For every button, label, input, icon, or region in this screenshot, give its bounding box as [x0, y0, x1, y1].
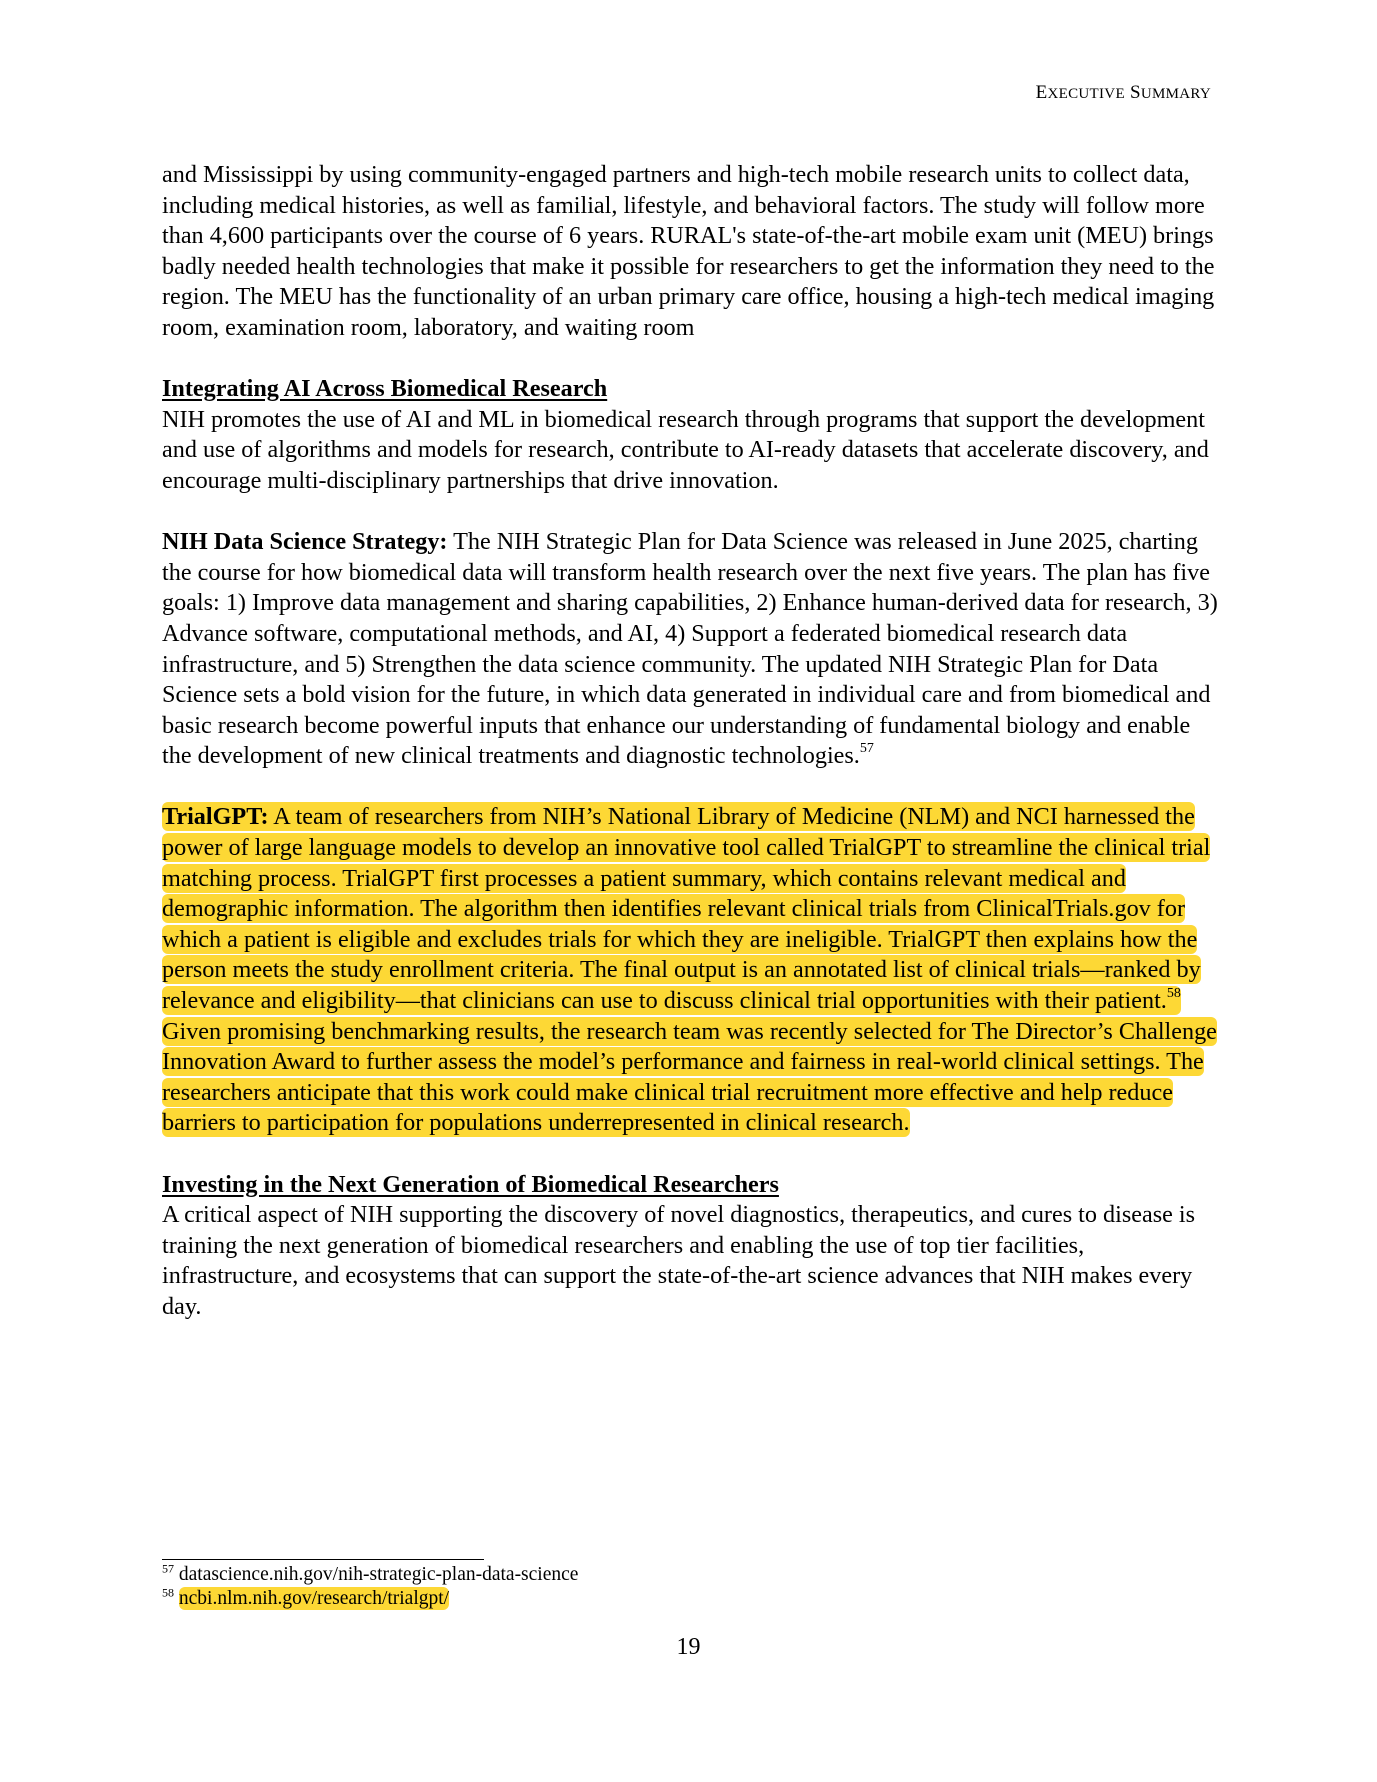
- trialgpt-highlight: [162, 802, 1217, 1137]
- header-word-2: UMMARY: [1140, 86, 1211, 102]
- page-number: 19: [676, 1634, 701, 1660]
- section-investing: [162, 1170, 1222, 1323]
- intro-paragraph: and Mississippi by using community-engaged partners and high-tech mobile research units to collect data, including medical histories, as well as familial, lifestyle, and behavioral factors. The study will follow more than 4,600 participants over the course of 6 years. RURAL's state-of-the-art mobile exam unit (MEU) brings badly needed health technologies that make it possible for researchers to get the information they need to the region. The MEU has the functionality of an urban primary care office, housing a high-tech medical imaging room, examination room, laboratory, and waiting room: [162, 161, 1215, 341]
- data-science-text: The NIH Strategic Plan for Data Science was released in June 2025, charting the course for how biomedical data will transform health research over the next five years. The plan has five goals: 1) Improve data management and sharing capabilities, 2) Enhance human-derived data for research, 3) Advance software, computational methods, and AI, 4) Support a federated biomedical research data infrastructure, and 5) Strengthen the data science community. The updated NIH Strategic Plan for Data Science sets a bold vision for the future, in which data generated in individual care and from biomedical and basic research become powerful inputs that enhance our understanding of fundamental biology and enable the development of new clinical treatments and diagnostic technologies.: [162, 528, 1218, 770]
- trialgpt-paragraph: [162, 802, 1222, 1139]
- data-science-lead: NIH Data Science Strategy:: [162, 528, 448, 556]
- trialgpt-text-2: Given promising benchmarking results, the research team was recently selected for The Director’s Challenge Innovation Award to further assess the model’s performance and fairness in real-world clinical settings. The researchers anticipate that this work could make clinical trial recruitment more effective and help reduce barriers to participation for populations underrepresented in clinical research.: [162, 1017, 1217, 1137]
- footnote-link-57[interactable]: datascience.nih.gov/nih-strategic-plan-data-science: [178, 1564, 579, 1585]
- section-heading-ai: Integrating AI Across Biomedical Research: [162, 375, 608, 403]
- page-body: [162, 160, 1222, 1353]
- footnote-number: 57: [162, 1561, 174, 1576]
- header-word-1: XECUTIVE: [1047, 86, 1125, 102]
- header-initial-1: E: [1035, 82, 1048, 103]
- header-initial-2: S: [1129, 82, 1141, 103]
- footnote-ref-57[interactable]: 57: [859, 741, 874, 757]
- footnote-58: [162, 1587, 1062, 1611]
- section-investing-text: A critical aspect of NIH supporting the discovery of novel diagnostics, therapeutics, and cures to disease is training the next generation of biomedical researchers and enabling the use of top tier facilities, infrastructure, and ecosystems that can support the state-of-the-art science advances that NIH makes every day.: [162, 1201, 1196, 1320]
- data-science-paragraph: [162, 527, 1222, 772]
- footnote-number: 58: [162, 1585, 174, 1600]
- section-heading-investing: Investing in the Next Generation of Biomedical Researchers: [162, 1170, 779, 1198]
- footnote-57: [162, 1563, 1062, 1587]
- footnotes: [162, 1563, 1062, 1611]
- section-ai-text: NIH promotes the use of AI and ML in biomedical research through programs that support the development and use of algorithms and models for research, contribute to AI-ready datasets that accelerate discovery, and encourage multi-disciplinary partnerships that drive innovation.: [162, 405, 1209, 494]
- trialgpt-lead: TrialGPT:: [162, 803, 269, 831]
- trialgpt-text-1: A team of researchers from NIH’s National Library of Medicine (NLM) and NCI harnessed the power of large language models to develop an innovative tool called TrialGPT to streamline the clinical trial matching process. TrialGPT first processes a patient summary, which contains relevant medical and demographic information. The algorithm then identifies relevant clinical trials from ClinicalTrials.gov for which a patient is eligible and excludes trials for which they are ineligible. TrialGPT then explains how the person meets the study enrollment criteria. The final output is an annotated list of clinical trials—ranked by relevance and eligibility—that clinicians can use to discuss clinical trial opportunities with their patient.: [162, 803, 1211, 1015]
- footnote-link-58[interactable]: ncbi.nlm.nih.gov/research/trialgpt/: [178, 1588, 450, 1609]
- running-header: [1036, 82, 1211, 104]
- footnote-divider: [162, 1559, 484, 1560]
- section-ai: [162, 374, 1222, 496]
- footnote-ref-58[interactable]: 58: [1166, 985, 1181, 1001]
